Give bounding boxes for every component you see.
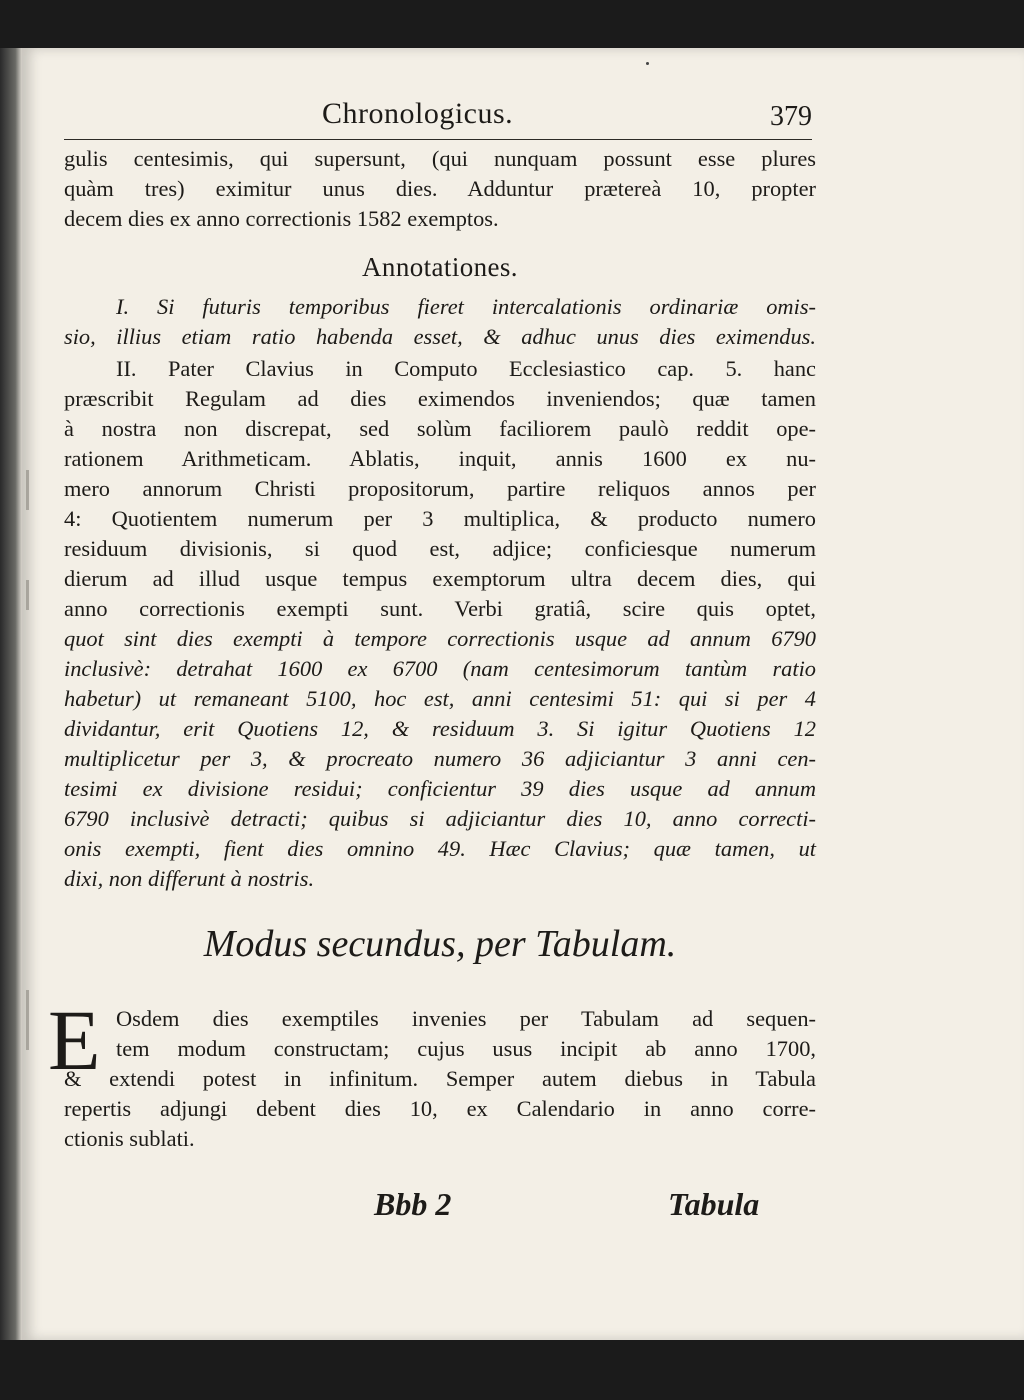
annotation-1 <box>64 292 816 352</box>
text-line: anno correctionis exempti sunt. Verbi gratiâ, scire quis optet, <box>64 596 816 621</box>
text-line: rationem Arithmeticam. Ablatis, inquit, annis 1600 ex nu- <box>64 446 816 471</box>
text-line: multiplicetur per 3, & procreato numero 36 adjiciantur 3 anni cen- <box>64 746 816 771</box>
text-line: quot sint dies exempti à tempore correctionis usque ad annum 6790 <box>64 626 816 651</box>
text-line: gulis centesimis, qui supersunt, (qui nunquam possunt esse plures <box>64 146 816 171</box>
edge-mark <box>26 580 29 610</box>
annotation-2 <box>64 354 816 894</box>
text-line: mero annorum Christi propositorum, partire reliquos annos per <box>64 476 816 501</box>
text-line: dierum ad illud usque tempus exemptorum ultra decem dies, qui <box>64 566 816 591</box>
page-number: 379 <box>770 101 812 132</box>
text-line: 6790 inclusivè detracti; quibus si adjiciantur dies 10, anno correcti- <box>64 806 816 831</box>
running-header <box>64 95 812 140</box>
text-line: inclusivè: detrahat 1600 ex 6700 (nam centesimorum tantùm ratio <box>64 656 816 681</box>
edge-mark <box>26 990 29 1050</box>
text-line: quàm tres) eximitur unus dies. Adduntur prætereà 10, propter <box>64 176 816 201</box>
signature-mark: Bbb 2 <box>374 1186 452 1222</box>
text-line: habetur) ut remaneant 5100, hoc est, anni centesimi 51: qui si per 4 <box>64 686 816 711</box>
text-line: sio, illius etiam ratio habenda esset, & adhuc unus dies eximendus. <box>64 324 816 349</box>
text-line: dividantur, erit Quotiens 12, & residuum 3. Si igitur Quotiens 12 <box>64 716 816 741</box>
edge-mark <box>26 470 29 510</box>
section-paragraph-top <box>116 1004 816 1064</box>
text-line: dixi, non differunt à nostris. <box>64 866 315 891</box>
section-paragraph-bottom <box>64 1064 816 1154</box>
text-line: II. Pater Clavius in Computo Ecclesiastico cap. 5. hanc <box>116 356 816 381</box>
catchword: Tabula <box>668 1186 760 1222</box>
running-title: Chronologicus. <box>322 97 514 130</box>
paragraph-continuation <box>64 144 816 234</box>
text-line: à nostra non discrepat, sed solùm faciliorem paulò reddit ope- <box>64 416 816 441</box>
text-line: præscribit Regulam ad dies eximendos inveniendos; quæ tamen <box>64 386 816 411</box>
section-heading: Modus secundus, per Tabulam. <box>203 923 677 965</box>
page-edge-marks <box>0 0 40 1400</box>
text-line: onis exempti, fient dies omnino 49. Hæc Clavius; quæ tamen, ut <box>64 836 816 861</box>
text-line: Osdem dies exemptiles invenies per Tabulam ad sequen- <box>116 1006 816 1031</box>
text-line: & extendi potest in infinitum. Semper autem diebus in Tabula <box>64 1066 816 1091</box>
ink-speck <box>646 62 649 65</box>
text-line: tesimi ex divisione residui; conficientur 39 dies usque ad annum <box>64 776 816 801</box>
drop-capital: E <box>48 992 101 1088</box>
text-line: tem modum constructam; cujus usus incipit ab anno 1700, <box>116 1036 816 1061</box>
text-line: decem dies ex anno correctionis 1582 exemptos. <box>64 206 499 231</box>
text-line: repertis adjungi debent dies 10, ex Calendario in anno corre- <box>64 1096 816 1121</box>
text-line: 4: Quotientem numerum per 3 multiplica, & producto numero <box>64 506 816 531</box>
text-line: residuum divisionis, si quod est, adjice; conficiesque numerum <box>64 536 816 561</box>
annotationes-heading: Annotationes. <box>362 252 518 282</box>
text-line: I. Si futuris temporibus fieret intercalationis ordinariæ omis- <box>116 294 816 319</box>
text-line: ctionis sublati. <box>64 1126 195 1151</box>
